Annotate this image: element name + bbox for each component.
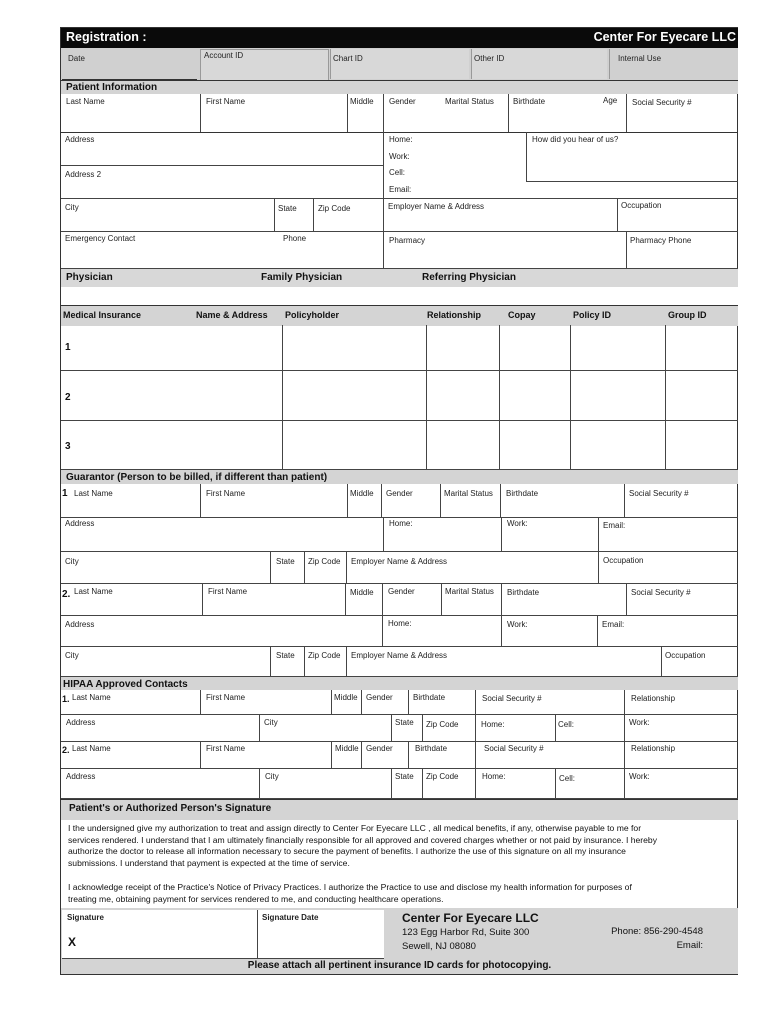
patient-employer-label: Employer Name & Address: [388, 202, 485, 211]
divider: [270, 551, 271, 583]
divider: [475, 690, 476, 714]
practice-address-line1: 123 Egg Harbor Rd, Suite 300: [402, 927, 530, 938]
divider: [626, 231, 627, 268]
hipaa-work-label: Work:: [629, 772, 650, 781]
divider: [61, 714, 738, 715]
divider: [200, 741, 201, 768]
hipaa-last-name-label: Last Name: [72, 693, 111, 702]
physician-white: [61, 287, 738, 305]
divider: [391, 768, 392, 798]
divider: [304, 551, 305, 583]
signature-label: Signature: [67, 913, 104, 922]
divider: [346, 646, 347, 676]
guarantor-gender-label: Gender: [388, 587, 415, 596]
divider: [475, 741, 476, 768]
insurance-col-name: Name & Address: [196, 310, 268, 320]
patient-middle-label: Middle: [350, 97, 374, 106]
patient-last-name-label: Last Name: [66, 97, 105, 106]
divider: [440, 484, 441, 517]
guarantor-ssn-label: Social Security #: [629, 489, 689, 498]
authorization-paragraph: I the undersigned give my authorization to treat and assign directly to Center For Eyecare LLC , all medical benefits, if any, otherwise payable to me for services rendered. I understand that I am ultimately financially responsible for all approved and covered charges whether or not paid by insurance. I hereby authorize the doctor to release all information necessary to secure the payment of benefits. I authorize the use of this signature on all my insurance submissions. I understand that payment is expected at the time of service.: [68, 823, 657, 868]
signature-x-mark: X: [68, 935, 77, 949]
hipaa-address-label: Address: [66, 772, 96, 781]
emergency-phone-label: Phone: [283, 234, 307, 243]
divider: [202, 583, 203, 615]
hipaa-last-name-label: Last Name: [72, 744, 111, 753]
divider: [345, 583, 346, 615]
patient-ssn-label: Social Security #: [632, 98, 692, 107]
patient-cell-label: Cell:: [389, 168, 406, 177]
guarantor-zip-label: Zip Code: [308, 651, 341, 660]
guarantor-middle-label: Middle: [350, 588, 374, 597]
guarantor-marital-label: Marital Status: [445, 587, 494, 596]
guarantor-zip-label: Zip Code: [308, 557, 341, 566]
guarantor-home-label: Home:: [388, 619, 412, 628]
hipaa-relationship-label: Relationship: [631, 694, 676, 703]
divider: [383, 198, 384, 231]
divider: [626, 583, 627, 615]
hipaa-home-label: Home:: [481, 720, 505, 729]
practice-phone: Phone: 856-290-4548: [611, 926, 703, 937]
hipaa-zip-label: Zip Code: [426, 720, 459, 729]
divider: [383, 94, 384, 132]
hipaa-first-name-label: First Name: [206, 744, 246, 753]
divider: [624, 741, 625, 768]
hipaa-2-number: 2.: [62, 745, 70, 755]
patient-city-label: City: [65, 203, 79, 212]
divider: [61, 741, 738, 742]
guarantor-email-label: Email:: [602, 620, 625, 629]
divider: [361, 741, 362, 768]
divider: [598, 517, 599, 551]
account-id-label: Account ID: [204, 51, 244, 60]
privacy-paragraph: I acknowledge receipt of the Practice's Notice of Privacy Practices. I authorize the Practice to use and disclose my health information for purposes of treating me, obtaining payment for services rendered to me, and conducting healthcare operations.: [68, 882, 632, 904]
guarantor-first-name-label: First Name: [206, 489, 246, 498]
guarantor-address-label: Address: [65, 519, 95, 528]
guarantor-marital-label: Marital Status: [444, 489, 493, 498]
guarantor-1-number: 1: [62, 488, 68, 499]
divider: [598, 551, 599, 583]
patient-work-label: Work:: [389, 152, 410, 161]
patient-zip-label: Zip Code: [318, 204, 351, 213]
practice-footer-name: Center For Eyecare LLC: [402, 911, 539, 925]
guarantor-last-name-label: Last Name: [74, 587, 113, 596]
guarantor-state-label: State: [276, 557, 295, 566]
guarantor-occupation-label: Occupation: [665, 651, 706, 660]
patient-last-name-input[interactable]: [62, 108, 198, 130]
patient-section-bar: [61, 80, 738, 94]
pharmacy-label: Pharmacy: [389, 236, 426, 245]
hipaa-middle-label: Middle: [334, 693, 358, 702]
hipaa-first-name-label: First Name: [206, 693, 246, 702]
divider: [624, 690, 625, 714]
practice-address-line2: Sewell, NJ 08080: [402, 941, 476, 952]
guarantor-first-name-label: First Name: [208, 587, 248, 596]
insurance-table: [61, 325, 738, 470]
patient-hear-label: How did you hear of us?: [532, 135, 619, 144]
form-title: Registration :: [66, 30, 147, 44]
hipaa-state-label: State: [395, 772, 414, 781]
divider: [597, 615, 598, 646]
divider: [61, 615, 738, 616]
divider: [61, 165, 383, 166]
divider: [501, 517, 502, 551]
divider: [555, 714, 556, 741]
divider: [304, 646, 305, 676]
divider: [61, 768, 738, 769]
insurance-col-policy-id: Policy ID: [573, 310, 612, 320]
footer-note: Please attach all pertinent insurance ID cards for photocopying.: [247, 960, 552, 971]
patient-first-name-label: First Name: [206, 97, 246, 106]
insurance-row-num: 3: [65, 441, 71, 452]
hipaa-birthdate-label: Birthdate: [413, 693, 446, 702]
hipaa-middle-label: Middle: [335, 744, 359, 753]
guarantor-city-label: City: [65, 557, 79, 566]
divider: [624, 714, 625, 741]
insurance-col-group-id: Group ID: [668, 310, 707, 320]
hipaa-city-label: City: [265, 772, 279, 781]
guarantor-work-label: Work:: [507, 620, 528, 629]
divider: [259, 714, 260, 741]
divider: [626, 94, 627, 132]
divider: [665, 325, 666, 470]
divider: [501, 583, 502, 615]
emergency-contact-label: Emergency Contact: [65, 234, 136, 243]
divider: [441, 583, 442, 615]
practice-name: Center For Eyecare LLC: [593, 30, 736, 44]
patient-age-label: Age: [603, 96, 618, 105]
divider: [508, 94, 509, 132]
divider: [347, 94, 348, 132]
divider: [61, 198, 738, 199]
patient-birthdate-label: Birthdate: [513, 97, 546, 106]
divider: [499, 325, 500, 470]
divider: [61, 370, 738, 371]
patient-section-title: Patient Information: [66, 82, 158, 93]
signature-date-label: Signature Date: [262, 913, 319, 922]
guarantor-employer-label: Employer Name & Address: [351, 557, 448, 566]
guarantor-ssn-label: Social Security #: [631, 588, 691, 597]
divider: [61, 231, 738, 232]
divider: [422, 714, 423, 741]
guarantor-birthdate-label: Birthdate: [507, 588, 540, 597]
hipaa-gender-label: Gender: [366, 693, 393, 702]
patient-occupation-label: Occupation: [621, 201, 662, 210]
chart-id-label: Chart ID: [333, 54, 363, 63]
hipaa-cell-label: Cell:: [558, 720, 575, 729]
insurance-col-copay: Copay: [508, 310, 536, 320]
divider: [408, 741, 409, 768]
divider: [383, 517, 384, 551]
insurance-row-num: 1: [65, 342, 71, 353]
divider: [282, 325, 283, 470]
divider: [61, 646, 738, 647]
guarantor-employer-label: Employer Name & Address: [351, 651, 448, 660]
family-physician-label: Family Physician: [261, 272, 343, 283]
hipaa-city-label: City: [264, 718, 278, 727]
hipaa-birthdate-label: Birthdate: [415, 744, 448, 753]
hipaa-gender-label: Gender: [366, 744, 393, 753]
hipaa-address-label: Address: [66, 718, 96, 727]
divider: [500, 484, 501, 517]
hipaa-ssn-label: Social Security #: [484, 744, 544, 753]
divider: [200, 690, 201, 714]
divider: [661, 646, 662, 676]
guarantor-city-label: City: [65, 651, 79, 660]
divider: [617, 198, 618, 231]
divider: [381, 484, 382, 517]
guarantor-last-name-label: Last Name: [74, 489, 113, 498]
guarantor-address-label: Address: [65, 620, 95, 629]
guarantor-section-title: Guarantor (Person to be billed, if different than patient): [66, 472, 328, 483]
divider: [475, 714, 476, 741]
patient-email-label: Email:: [389, 185, 412, 194]
divider: [624, 484, 625, 517]
divider: [274, 198, 275, 231]
divider: [475, 768, 476, 798]
physician-label: Physician: [66, 272, 113, 283]
divider: [331, 741, 332, 768]
date-label: Date: [68, 54, 85, 63]
hipaa-1-number: 1.: [62, 694, 70, 704]
divider: [61, 551, 738, 552]
divider: [61, 420, 738, 421]
divider: [555, 768, 556, 798]
guarantor-occupation-label: Occupation: [603, 556, 644, 565]
internal-use-label: Internal Use: [618, 54, 662, 63]
divider: [526, 181, 738, 182]
divider: [391, 714, 392, 741]
divider: [346, 551, 347, 583]
hipaa-home-label: Home:: [482, 772, 506, 781]
patient-home-label: Home:: [389, 135, 413, 144]
patient-marital-label: Marital Status: [445, 97, 494, 106]
patient-state-label: State: [278, 204, 297, 213]
guarantor-state-label: State: [276, 651, 295, 660]
divider: [61, 583, 738, 584]
divider: [422, 768, 423, 798]
divider: [426, 325, 427, 470]
divider: [382, 583, 383, 615]
divider: [624, 768, 625, 798]
guarantor-home-label: Home:: [389, 519, 413, 528]
divider: [501, 615, 502, 646]
divider: [270, 646, 271, 676]
pharmacy-phone-label: Pharmacy Phone: [630, 236, 692, 245]
hipaa-relationship-label: Relationship: [631, 744, 676, 753]
signature-section-title: Patient's or Authorized Person's Signature: [69, 803, 272, 814]
referring-physician-label: Referring Physician: [422, 272, 516, 283]
insurance-col-policyholder: Policyholder: [285, 310, 340, 320]
hipaa-state-label: State: [395, 718, 414, 727]
insurance-row-num: 2: [65, 392, 71, 403]
hipaa-section-title: HIPAA Approved Contacts: [63, 679, 188, 690]
divider: [526, 132, 527, 182]
divider: [200, 484, 201, 517]
divider: [200, 94, 201, 132]
divider: [382, 615, 383, 646]
divider: [408, 690, 409, 714]
divider: [361, 690, 362, 714]
patient-address-label: Address: [65, 135, 95, 144]
other-id-label: Other ID: [474, 54, 505, 63]
hipaa-ssn-label: Social Security #: [482, 694, 542, 703]
patient-gender-label: Gender: [389, 97, 416, 106]
divider: [331, 690, 332, 714]
guarantor-gender-label: Gender: [386, 489, 413, 498]
guarantor-middle-label: Middle: [350, 489, 374, 498]
guarantor-birthdate-label: Birthdate: [506, 489, 539, 498]
insurance-col-relationship: Relationship: [427, 310, 482, 320]
divider: [347, 484, 348, 517]
divider: [259, 768, 260, 798]
guarantor-email-label: Email:: [603, 521, 626, 530]
practice-email: Email:: [676, 940, 703, 951]
hipaa-cell-label: Cell:: [559, 774, 576, 783]
divider: [383, 231, 384, 268]
hipaa-work-label: Work:: [629, 718, 650, 727]
insurance-col-medical: Medical Insurance: [63, 310, 142, 320]
divider: [383, 132, 384, 198]
hipaa-zip-label: Zip Code: [426, 772, 459, 781]
guarantor-work-label: Work:: [507, 519, 528, 528]
divider: [570, 325, 571, 470]
patient-address2-label: Address 2: [65, 170, 102, 179]
divider: [61, 517, 738, 518]
insurance-header-bar: [61, 305, 738, 326]
guarantor-2-number: 2.: [62, 589, 71, 600]
divider: [313, 198, 314, 231]
